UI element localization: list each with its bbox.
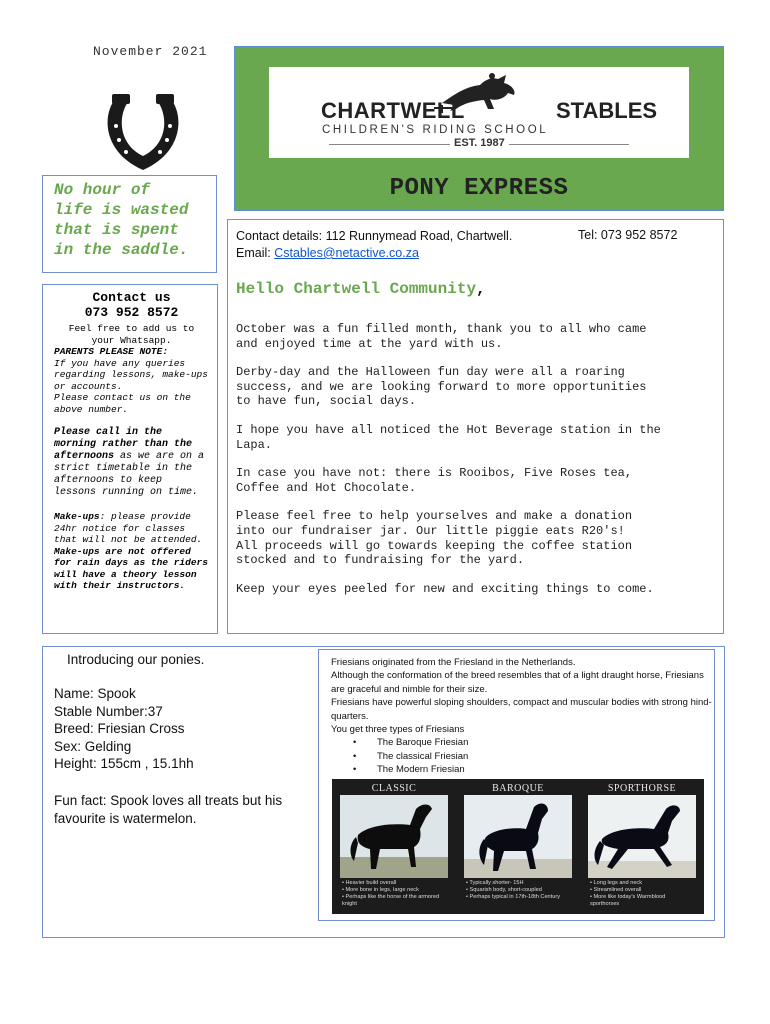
logo-name-left: CHARTWELL <box>321 98 465 123</box>
whatsapp-note-1: Feel free to add us to <box>68 323 195 334</box>
breed-notes: • Long legs and neck • Streamlined overall • More like today's Warmblood sporthorses <box>590 880 666 907</box>
list-item: • The Modern Friesian <box>377 763 714 776</box>
email-link[interactable]: Cstables@netactive.co.za <box>274 246 419 260</box>
contact-telephone: Tel: 073 952 8572 <box>578 228 678 242</box>
logo-subtitle: CHILDREN'S RIDING SCHOOL <box>322 124 549 136</box>
newsletter-title: PONY EXPRESS <box>389 175 569 202</box>
makeups-notice: : please provide 24hr notice for classes that will not be attended. <box>54 511 203 545</box>
ponies-intro: Introducing our ponies. <box>67 652 205 667</box>
horseshoe-icon <box>98 92 188 174</box>
makeups-rain-note: Make-ups are not offered for rain days as the riders will have a theory lesson with their instructors. <box>54 545 208 591</box>
contact-details <box>236 228 512 262</box>
article-body <box>236 322 721 610</box>
pony-height: Height: 155cm , 15.1hh <box>54 756 194 772</box>
newsletter-header <box>234 46 724 211</box>
horse-photo <box>464 795 572 878</box>
breed-title: SPORTHORSE <box>607 783 677 794</box>
paragraph: Keep your eyes peeled for new and exciting things to come. <box>236 581 654 596</box>
ponies-section <box>42 646 725 938</box>
horse-photo <box>588 795 696 878</box>
contact-sidebar <box>42 284 218 634</box>
friesian-text-line: Friesians originated from the Friesland in the Netherlands. <box>331 657 576 668</box>
paragraph: In case you have not: there is Rooibos, Five Roses tea, Coffee and Hot Chocolate. <box>236 466 633 495</box>
queries-note: If you have any queries regarding lessons, make-ups or accounts. <box>54 357 208 392</box>
call-morning-note: Please call in the morning rather than the afternoons <box>54 427 193 462</box>
list-item: • The classical Friesian <box>377 750 714 763</box>
paragraph: October was a fun filled month, thank you to all who came and enjoyed time at the yard with us. <box>236 322 647 351</box>
friesian-text-line: Friesians have powerful sloping shoulders, compact and muscular bodies with strong hind-quarters. <box>331 697 712 722</box>
pony-details <box>54 685 194 773</box>
stables-logo <box>269 67 689 158</box>
pony-stable-number: Stable Number:37 <box>54 703 163 719</box>
horse-photo <box>340 795 448 878</box>
greeting-text: Hello Chartwell Community <box>236 280 477 298</box>
friesian-types-image <box>332 779 704 914</box>
logo-established: EST. 1987 <box>450 137 509 149</box>
newsletter-date: November 2021 <box>93 44 208 59</box>
parents-note: PARENTS PLEASE NOTE: <box>54 346 169 357</box>
main-article <box>227 219 724 634</box>
breed-title: CLASSIC <box>371 783 417 794</box>
paragraph: Derby-day and the Halloween fun day were all a roaring success, and we are looking forward to more opportunities to have fun, social days. <box>236 365 647 409</box>
call-timetable-note: as we are on a strict timetable in the afternoons to keep lessons running on time. <box>54 451 205 498</box>
friesian-types-list <box>331 736 714 776</box>
greeting-comma: , <box>476 280 486 298</box>
breed-notes: • Heavier build overall • More bone in legs, large neck • Perhaps like the horse of the armored knight <box>342 880 440 907</box>
email-label: Email: <box>236 246 275 260</box>
contact-heading: Contact us <box>92 290 171 305</box>
pony-breed: Breed: Friesian Cross <box>54 721 185 737</box>
contact-number-note: Please contact us on the above number. <box>54 392 191 415</box>
contact-phone: 073 952 8572 <box>84 305 179 320</box>
breed-classic <box>336 779 452 914</box>
friesian-text-line: You get three types of Friesians <box>331 724 465 736</box>
logo-name-right: STABLES <box>556 98 658 123</box>
paragraph: I hope you have all noticed the Hot Beverage station in the Lapa. <box>236 422 661 452</box>
breed-baroque <box>460 779 576 914</box>
contact-address: Contact details: 112 Runnymead Road, Chartwell. <box>236 229 513 243</box>
breed-sporthorse <box>584 779 700 914</box>
quote-box <box>42 175 217 273</box>
pony-sex: Sex: Gelding <box>54 738 132 754</box>
pony-fun-fact: Fun fact: Spook loves all treats but his favourite is watermelon. <box>54 793 283 826</box>
breed-notes: • Typically shorter- 15H • Squarish body, short-coupled • Perhaps typical in 17th-18th Century <box>466 880 560 900</box>
friesian-info-box <box>318 649 715 921</box>
friesian-text-line: Although the conformation of the breed resembles that of a light draught horse, Friesians are graceful and nimble for their size. <box>331 670 704 695</box>
makeups-label: Make-ups <box>54 511 100 522</box>
list-item: • The Baroque Friesian <box>377 736 714 749</box>
quote-text: No hour of life is wasted that is spent in the saddle. <box>54 181 189 259</box>
greeting-heading <box>236 280 486 298</box>
paragraph: Please feel free to help yourselves and make a donation into our fundraiser jar. Our little piggie eats R20's! All proceeds will go towards keeping the coffee station stocked and to fundraising for the yard. <box>236 509 633 568</box>
breed-title: BAROQUE <box>492 783 544 794</box>
whatsapp-note-2: your Whatsapp. <box>91 334 172 346</box>
pony-name: Name: Spook <box>54 686 136 701</box>
